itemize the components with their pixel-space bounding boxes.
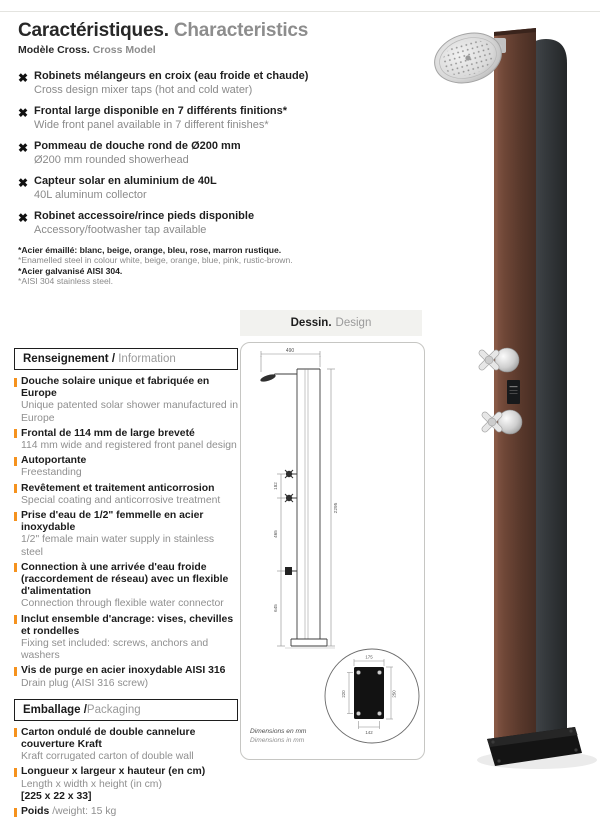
technical-drawing [241, 343, 423, 758]
orange-bullet-icon [14, 512, 17, 521]
info-item-en: 1/2" female main water supply in stainless steel [21, 534, 215, 558]
design-section-label [240, 310, 422, 336]
feature-fr: Frontal large disponible en 7 différents finitions* [34, 105, 288, 117]
information-panel [14, 348, 238, 821]
footnote: *Acier émaillé: blanc, beige, orange, bleu, rose, marron rustique. [18, 245, 282, 255]
packaging-item [14, 806, 238, 818]
feature-en: Cross design mixer taps (hot and cold water) [34, 83, 253, 96]
feature-en: Ø200 mm rounded showerhead [34, 153, 189, 166]
info-item-fr: Douche solaire unique et fabriquée en Europe [21, 376, 210, 400]
dim-label-top-width: 490 [285, 348, 295, 354]
feature-fr: Robinets mélangeurs en croix (eau froide et chaude) [34, 70, 309, 82]
brand-plate [507, 380, 520, 404]
info-item-fr: Vis de purge en acier inoxydable AISI 316 [21, 665, 226, 677]
feature-en: 40L aluminum collector [34, 188, 147, 201]
footnotes [18, 245, 418, 287]
design-label-fr: Dessin. [290, 317, 332, 329]
units-note-fr: Dimensions en mm [250, 728, 307, 735]
orange-bullet-icon [14, 808, 17, 817]
info-item [14, 562, 238, 611]
info-item [14, 483, 238, 507]
information-header-fr: Renseignement / [23, 353, 116, 365]
technical-drawing-box [240, 342, 425, 760]
dim-label-foot-to-ground: 645 [273, 604, 278, 612]
info-item-en: Drain plug (AISI 316 screw) [21, 677, 149, 689]
cross-bullet-icon: ✖ [18, 106, 29, 120]
orange-bullet-icon [14, 378, 17, 387]
orange-bullet-icon [14, 484, 17, 493]
info-item [14, 614, 238, 663]
packaging-item [14, 727, 238, 764]
packaging-header-en: Packaging [86, 703, 141, 716]
information-items [14, 376, 238, 690]
cross-bullet-icon: ✖ [18, 141, 29, 155]
feature-en: Wide front panel available in 7 different finishes* [34, 118, 269, 131]
feature-en: Accessory/footwasher tap available [34, 223, 207, 236]
info-item [14, 455, 238, 479]
packaging-item [14, 766, 238, 803]
info-item [14, 428, 238, 452]
characteristics-section [18, 20, 418, 287]
mixer-taps-drawing [285, 470, 297, 502]
info-item [14, 510, 238, 559]
info-item-fr: Frontal de 114 mm de large breveté [21, 427, 195, 439]
info-item-en: Special coating and anticorrosive treatment [21, 494, 221, 506]
feature-fr: Robinet accessoire/rince pieds disponible [34, 210, 255, 222]
units-note-en: Dimensions in mm [250, 737, 305, 744]
packaging-items [14, 727, 238, 818]
cross-bullet-icon: ✖ [18, 211, 29, 225]
feature-item [18, 105, 418, 132]
feature-item [18, 210, 418, 237]
packaging-item-fr: Poids [21, 806, 50, 818]
page-title [18, 20, 418, 42]
base-drawing [285, 639, 335, 648]
info-item-fr: Revêtement et traitement anticorrosion [21, 482, 215, 494]
orange-bullet-icon [14, 457, 17, 466]
packaging-item-fr: Longueur x largeur x hauteur (en cm) [21, 766, 206, 778]
model-subtitle [18, 44, 418, 56]
orange-bullet-icon [14, 667, 17, 676]
detail-circle [325, 649, 419, 743]
info-item [14, 665, 238, 689]
dim-label-tap-to-foot: 465 [273, 530, 278, 538]
feature-item [18, 140, 418, 167]
packaging-item-en: Length x width x height (in cm) [21, 778, 162, 790]
info-item-en: Freestanding [21, 467, 82, 479]
feature-item [18, 175, 418, 202]
dim-label-plate-height: 250 [391, 690, 397, 698]
showerhead-drawing [260, 373, 297, 383]
feature-list [18, 70, 418, 237]
cross-bullet-icon: ✖ [18, 176, 29, 190]
footnote: *Enamelled steel in colour white, beige, orange, blue, pink, rustic-brown. [18, 255, 293, 266]
dim-label-plate-width: 175 [365, 654, 373, 660]
dim-label-holes-vertical: 220 [341, 690, 346, 698]
packaging-header-fr: Emballage / [23, 703, 87, 716]
info-item-en: Unique patented solar shower manufactured in Europe [21, 400, 238, 424]
info-item [14, 376, 238, 425]
footnote: *AISI 304 stainless steel. [18, 276, 114, 287]
page-title-en: Characteristics [173, 20, 309, 41]
dim-label-total-height: 2295 [334, 502, 339, 514]
info-item-fr: Inclut ensemble d'ancrage: vises, chevilles et rondelles [21, 613, 234, 637]
packaging-item-en: Kraft corrugated carton of double wall [21, 751, 194, 763]
information-header-en: Information [115, 353, 176, 365]
info-item-fr: Prise d'eau de 1/2" femmelle en acier inoxydable [21, 510, 204, 534]
product-photo-render [425, 8, 600, 778]
orange-bullet-icon [14, 728, 17, 737]
info-item-en: Fixing set included: screws, anchors and washers [21, 638, 209, 662]
packaging-item-en: /weight: 15 kg [52, 806, 117, 818]
feature-fr: Capteur solar en aluminium de 40L [34, 175, 217, 187]
cross-bullet-icon: ✖ [18, 71, 29, 85]
model-subtitle-en: Cross Model [92, 44, 156, 56]
model-subtitle-fr: Modèle Cross. [18, 44, 90, 56]
orange-bullet-icon [14, 429, 17, 438]
design-label-en: Design [335, 317, 372, 329]
packaging-panel-header [14, 699, 238, 721]
column-outline [297, 369, 320, 639]
packaging-dimensions-value: [225 x 22 x 33] [21, 790, 92, 802]
footnote: *Acier galvanisé AISI 304. [18, 265, 123, 276]
orange-bullet-icon [14, 768, 17, 777]
orange-bullet-icon [14, 615, 17, 624]
info-item-fr: Autoportante [21, 455, 87, 467]
info-item-en: Connection through flexible water connector [21, 598, 224, 610]
orange-bullet-icon [14, 563, 17, 572]
information-panel-header [14, 348, 238, 370]
foot-tap-drawing [285, 567, 297, 575]
info-item-fr: Connection à une arrivée d'eau froide (raccordement de réseau) avec un flexible d'alimentation [21, 561, 229, 598]
feature-fr: Pommeau de douche rond de Ø200 mm [34, 140, 241, 152]
dim-label-taps-gap: 182 [273, 482, 278, 490]
feature-item [18, 70, 418, 97]
product-photo [425, 8, 600, 778]
dim-label-holes-horizontal: 142 [365, 730, 373, 735]
dimension-left-chain [277, 474, 285, 646]
page-title-fr: Caractéristiques. [18, 20, 169, 41]
info-item-en: 114 mm wide and registered front panel design [21, 440, 237, 452]
packaging-item-fr: Carton ondulé de double cannelure couverture Kraft [21, 726, 196, 751]
